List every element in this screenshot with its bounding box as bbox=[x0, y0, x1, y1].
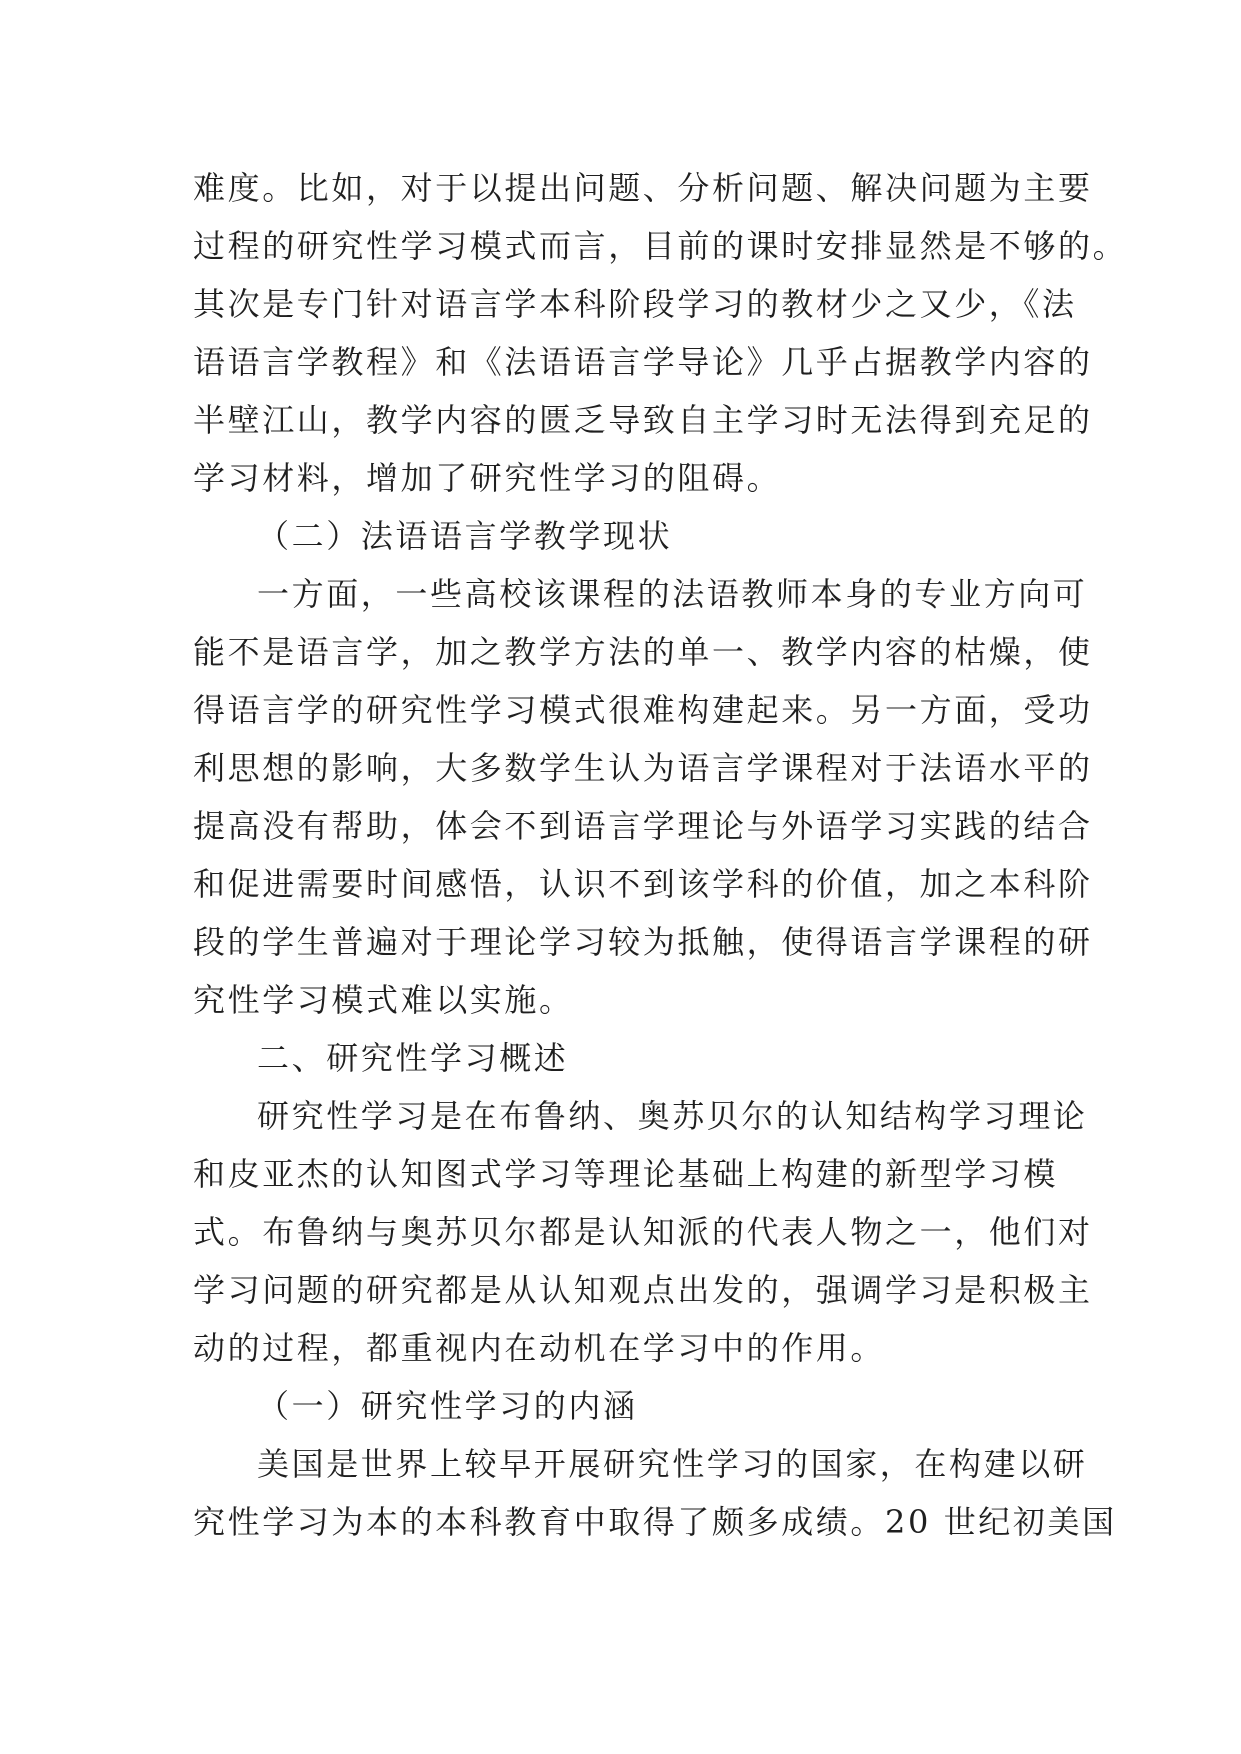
text-line: 学习材料，增加了研究性学习的阻碍。 bbox=[193, 459, 782, 497]
section-heading: （二）法语语言学教学现状 bbox=[257, 517, 673, 555]
text-line: 段的学生普遍对于理论学习较为抵触，使得语言学课程的研 bbox=[193, 923, 1093, 961]
text-line: 式。布鲁纳与奥苏贝尔都是认知派的代表人物之一，他们对 bbox=[193, 1213, 1093, 1251]
text-line: 一方面，一些高校该课程的法语教师本身的专业方向可 bbox=[257, 575, 1088, 613]
text-line: 和促进需要时间感悟，认识不到该学科的价值，加之本科阶 bbox=[193, 865, 1093, 903]
text-line: 究性学习模式难以实施。 bbox=[193, 981, 574, 1019]
text-line: 半壁江山，教学内容的匮乏导致自主学习时无法得到充足的 bbox=[193, 401, 1093, 439]
text-line: 难度。比如，对于以提出问题、分析问题、解决问题为主要 bbox=[193, 169, 1093, 207]
text-line: 能不是语言学，加之教学方法的单一、教学内容的枯燥，使 bbox=[193, 633, 1093, 671]
text-line: 过程的研究性学习模式而言，目前的课时安排显然是不够的。 bbox=[193, 227, 1128, 265]
text-line: 提高没有帮助，体会不到语言学理论与外语学习实践的结合 bbox=[193, 807, 1093, 845]
text-line: 其次是专门针对语言学本科阶段学习的教材少之又少，《法 bbox=[193, 285, 1077, 323]
text-line: 研究性学习是在布鲁纳、奥苏贝尔的认知结构学习理论 bbox=[257, 1097, 1088, 1135]
text-line: 和皮亚杰的认知图式学习等理论基础上构建的新型学习模 bbox=[193, 1155, 1059, 1193]
text-line: 究性学习为本的本科教育中取得了颇多成绩。20 世纪初美国 bbox=[193, 1503, 1117, 1541]
text-line: 语语言学教程》和《法语语言学导论》几乎占据教学内容的 bbox=[193, 343, 1093, 381]
text-line: 得语言学的研究性学习模式很难构建起来。另一方面，受功 bbox=[193, 691, 1093, 729]
text-line: 动的过程，都重视内在动机在学习中的作用。 bbox=[193, 1329, 886, 1367]
section-heading: （一）研究性学习的内涵 bbox=[257, 1387, 638, 1425]
text-line: 利思想的影响，大多数学生认为语言学课程对于法语水平的 bbox=[193, 749, 1093, 787]
section-heading: 二、研究性学习概述 bbox=[257, 1039, 569, 1077]
text-line: 美国是世界上较早开展研究性学习的国家，在构建以研 bbox=[257, 1445, 1088, 1483]
text-line: 学习问题的研究都是从认知观点出发的，强调学习是积极主 bbox=[193, 1271, 1093, 1309]
